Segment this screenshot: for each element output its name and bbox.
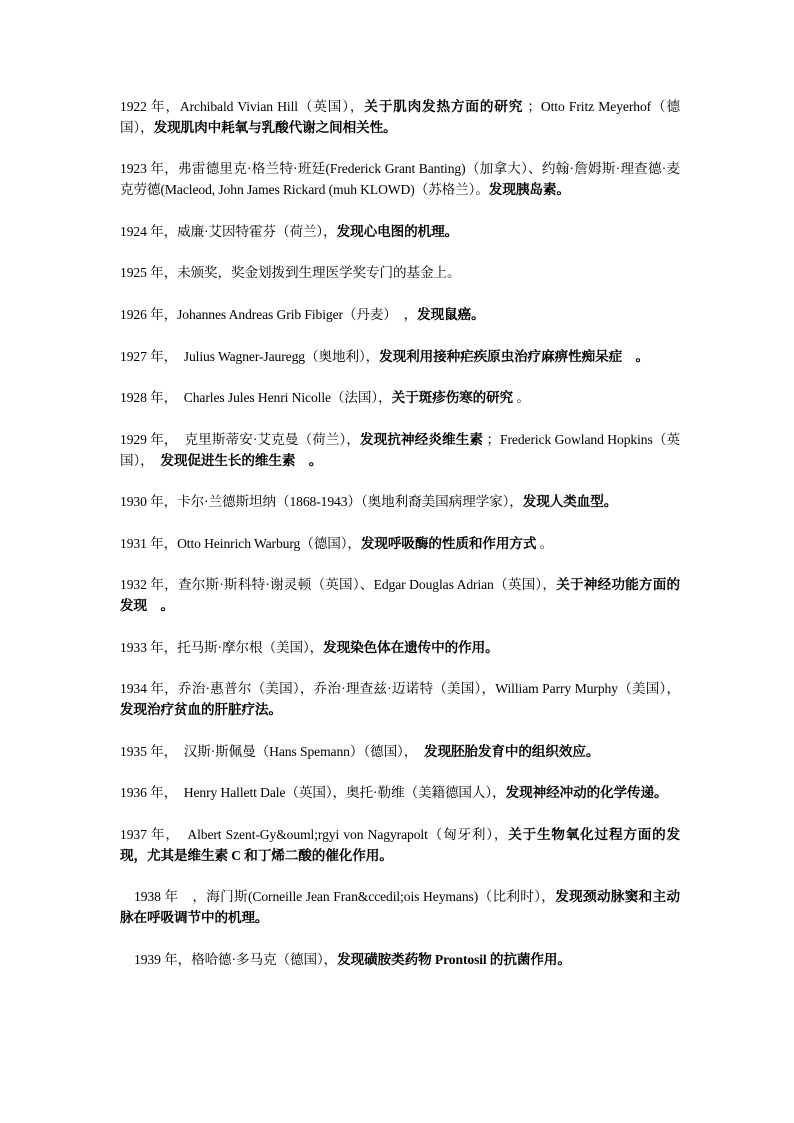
entry-1929: 1929 年， 克里斯蒂安·艾克曼（荷兰），发现抗神经炎维生素 ；Frederick Gowland Hopkins（英国）， 发现促进生长的维生素 。 (120, 432, 680, 468)
entry-1937: 1937 年， Albert Szent-Gy&ouml;rgyi von Nagyrapolt（匈牙利），关于生物氧化过程方面的发现，尤其是维生素 C 和丁烯二酸的催化作用。 (120, 827, 680, 863)
entry-1939: 1939 年，格哈德·多马克（德国），发现磺胺类药物 Prontosil 的抗菌作用。 (134, 952, 571, 967)
entry-1926: 1926 年，Johannes Andreas Grib Fibiger（丹麦） ，发现鼠癌。 (120, 307, 485, 322)
entry-1936: 1936 年， Henry Hallett Dale（英国），奥托·勒维（美籍德国人），发现神经冲动的化学传递。 (120, 785, 668, 800)
entry-1931: 1931 年，Otto Heinrich Warburg（德国），发现呼吸酶的性质和作用方式 。 (120, 536, 554, 551)
entry-1933: 1933 年，托马斯·摩尔根（美国），发现染色体在遗传中的作用。 (120, 640, 499, 655)
entry-1930: 1930 年，卡尔·兰德斯坦纳（1868-1943）（奥地利裔美国病理学家），发现人类血型。 (120, 494, 618, 509)
entry-1935: 1935 年， 汉斯·斯佩曼（Hans Spemann）（德国）， 发现胚胎发育中的组织效应。 (120, 744, 600, 759)
entry-1928: 1928 年， Charles Jules Henri Nicolle（法国），关于斑疹伤寒的研究 。 (120, 390, 530, 405)
entry-1927: 1927 年， Julius Wagner-Jauregg（奥地利），发现利用接种疟疾原虫治疗麻痹性痴呆症 。 (120, 349, 650, 364)
entry-1934: 1934 年，乔治·惠普尔（美国），乔治·理查兹·迈诺特（美国），William Parry Murphy（美国），发现治疗贫血的肝脏疗法。 (120, 681, 680, 717)
entry-1924: 1924 年，威廉·艾因特霍芬（荷兰），发现心电图的机理。 (120, 224, 459, 239)
entry-1922: 1922 年，Archibald Vivian Hill（英国），关于肌肉发热方面的研究 ；Otto Fritz Meyerhof（德国），发现肌肉中耗氧与乳酸代谢之间相关性。 (120, 99, 680, 135)
entry-1923: 1923 年，弗雷德里克·格兰特·班廷(Frederick Grant Banting)（加拿大）、约翰·詹姆斯·理查德·麦克劳德(Macleod, John James Rickard (muh KLOWD)（苏格兰）。发现胰岛素。 (120, 161, 680, 197)
entry-1938: 1938 年 ，海门斯(Corneille Jean Fran&ccedil;ois Heymans)（比利时），发现颈动脉窦和主动脉在呼吸调节中的机理。 (120, 889, 680, 925)
entry-1932: 1932 年，查尔斯·斯科特·谢灵顿（英国）、Edgar Douglas Adrian（英国），关于神经功能方面的发现 。 (120, 577, 680, 613)
entry-1925: 1925 年，未颁奖，奖金划拨到生理医学奖专门的基金上。 (120, 265, 461, 280)
